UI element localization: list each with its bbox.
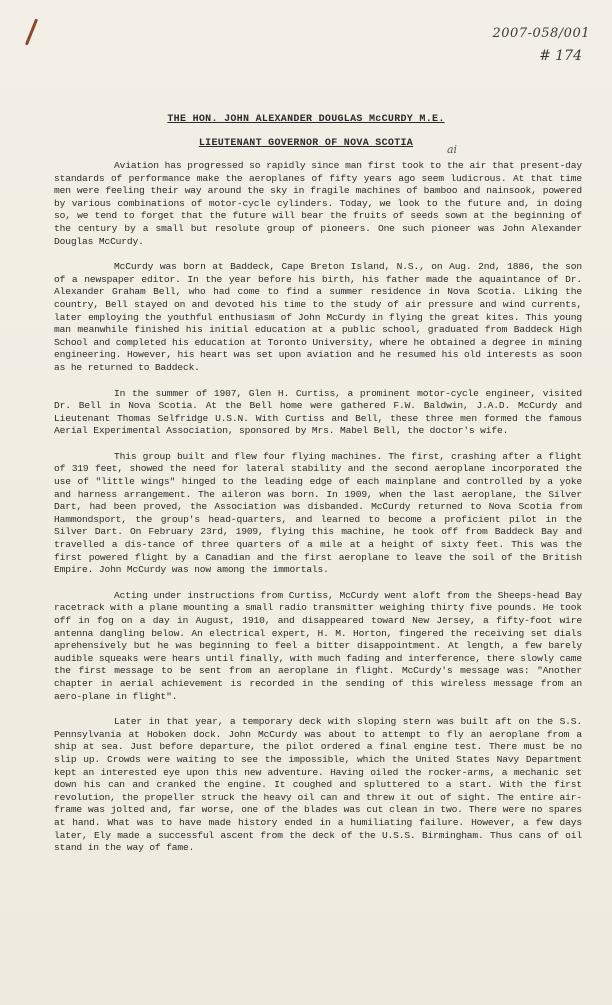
- accession-number: 2007-058/001: [492, 26, 590, 41]
- handwritten-correction: ai: [447, 143, 458, 156]
- paragraph-text: This group built and flew four flying machines. The first, crashing after a flight of 319 feet, showed the need for lateral stability and the second aeroplane incorporated the use of "little wings" hinged to the leading edge of each mainplane and controlled by a yoke and harness arrangement. The aileron was born. In 1909, when the last aeroplane, the Silver Dart, had been proved, the Association was disbanded. McCurdy returned to Nova Scotia from Hammondsport, the group's head-quarters, and learned to become a proficient pilot in the Silver Dart. On February 23rd, 1909, flying this machine, he took off from Baddeck Bay and travelled a dis-tance of three quarters of a mile at a height of sixty feet. This was the first powered flight by a Canadian and the first aeroplane to leave the soil of the British Empire. John McCurdy was now among the immortals.: [54, 450, 582, 576]
- paragraph: [54, 261, 582, 374]
- paragraph: [54, 160, 582, 248]
- paragraph: [54, 590, 582, 703]
- folio-number: # 174: [539, 48, 582, 64]
- pencil-mark: [25, 18, 38, 45]
- paragraph-text: Aviation has progressed so rapidly since man first took to the air that present-day standards of performance make the aeroplanes of fifty years ago seem ludicrous. At that time men were feeling their way around the sky in fragile machines of bamboo and nainsook, powered by various combinations of motor-cycle cylinders. Today, we look to the future and, in doing so, we tend to forget that the future will bear the fruits of seeds sown at the beginning of the century by a small but resolute group of pioneers. One such pioneer was John Alexander Douglas McCurdy.: [54, 160, 582, 247]
- paragraph: [54, 716, 582, 855]
- paragraph-text: In the summer of 1907, Glen H. Curtiss, a prominent motor-cycle engineer, visited Dr. Bell in Nova Scotia. At the Bell home were gathered F.W. Baldwin, J.A.D. McCurdy and Lieutenant Thomas Selfridge U.S.N. With Curtiss and Bell, these three men formed the famous Aerial Experimental Association, sponsored by Mrs. Mabel Bell, the doctor's wife.: [54, 387, 582, 437]
- paragraph-text: Acting under instructions from Curtiss, McCurdy went aloft from the Sheeps-head Bay racetrack with a plane mounting a small radio transmitter weighing thirty five pounds. He took off in fog on a day in August, 1910, and disappeared toward New Jersey, a fifty-foot wire antenna dangling below. An electrical expert, H. M. Horton, fingered the receiving set dials aprehensively but he was beginning to feel a bitter disappointment. At length, a few barely audible squeaks were hears until finally, with much fading and interference, there slowly came the first message to be sent from an aeroplane in flight. McCurdy's message was: "Another chapter in aerial achievement is recorded in the sending of this wireless message from an aero-plane in flight".: [54, 589, 582, 702]
- document-body: [54, 160, 582, 868]
- paragraph-text: Later in that year, a temporary deck with sloping stern was built aft on the S.S. Pennsylvania at Hoboken dock. John McCurdy was about to attempt to fly an aeroplane from a ship at sea. Just before departure, the pilot ordered a final engine test. There must be no slip up. Crowds were waiting to see the impossible, which the United States Navy Department kept an interested eye upon this new adventure. Having oiled the rocker-arms, a mechanic set down his can and cranked the engine. It coughed and spluttered to a start. With the first revolution, the propeller struck the heavy oil can and threw it out of sight. The entire air-frame was jolted and, far worse, one of the blades was cut clean in two. There were no spares at hand. What was to have made history ended in a humiliating failure. However, a few days later, Ely made a successful ascent from the deck of the U.S.S. Birmingham. Thus cans of oil stand in the way of fame.: [54, 716, 582, 854]
- paragraph: [54, 388, 582, 438]
- document-title: THE HON. JOHN ALEXANDER DOUGLAS McCURDY M.E.: [167, 114, 445, 125]
- paragraph: [54, 451, 582, 577]
- document-subtitle: LIEUTENANT GOVERNOR OF NOVA SCOTIA: [198, 138, 414, 149]
- paragraph-text: McCurdy was born at Baddeck, Cape Breton Island, N.S., on Aug. 2nd, 1886, the son of a newspaper editor. In the year before his birth, his father made the aquaintance of Dr. Alexander Graham Bell, who had come to find a summer residence in Nova Scotia. Liking the country, Bell stayed on and devoted his time to the study of air pressure and wind currents, later employing the youthful enthusiasm of John McCurdy in flying the great kites. This young man meanwhile finished his initial education at a public school, graduated from Baddeck High School and completed his education at Toronto University, where he obtained a degree in mining engineering. However, his heart was set upon aviation and he resumed his old interests as soon as he returned to Baddeck.: [54, 261, 582, 373]
